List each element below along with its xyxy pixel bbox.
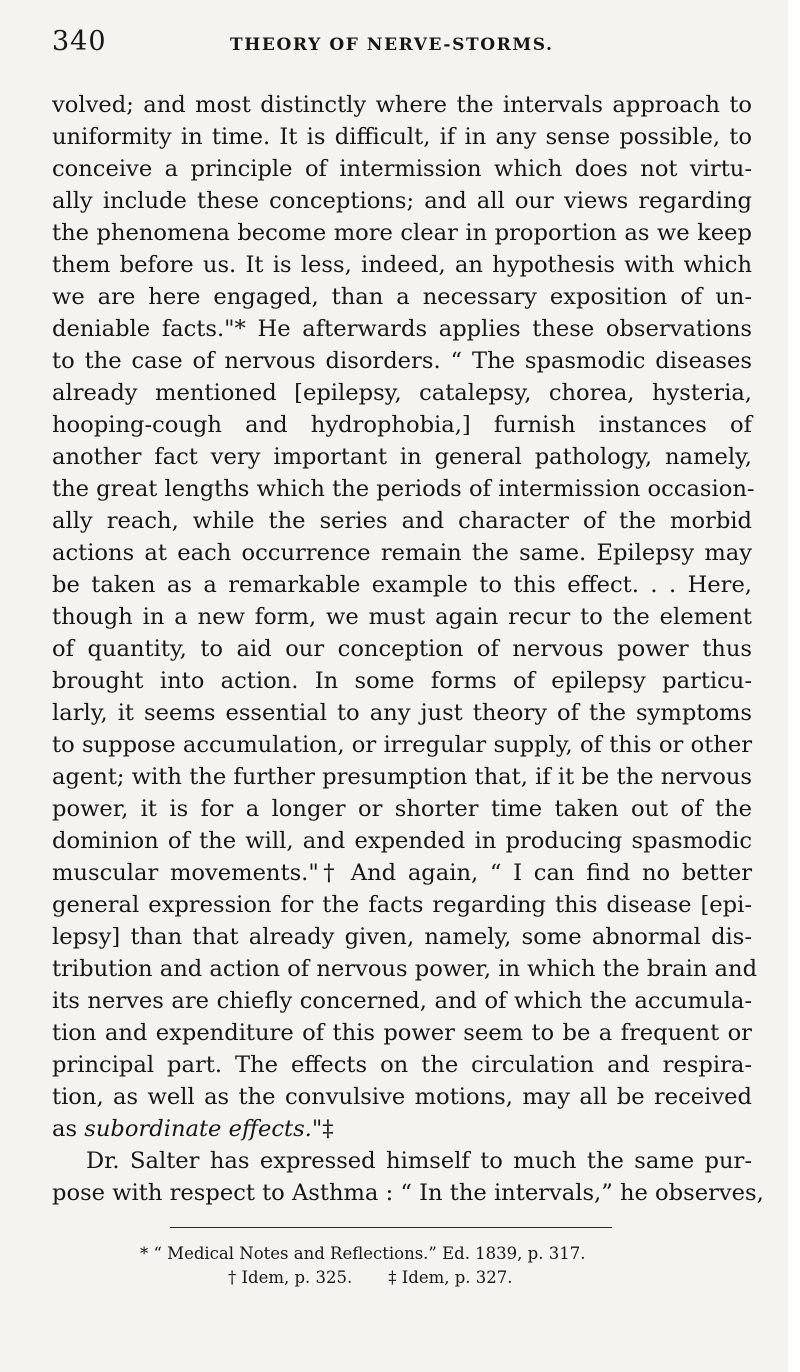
text-line: principal part. The effects on the circulation and respira- [52, 1052, 752, 1078]
footnote-2-line [140, 1266, 680, 1290]
text-line: its nerves are chiefly concerned, and of which the accumula- [52, 988, 752, 1014]
footnotes [140, 1242, 680, 1290]
text-line: tion and expenditure of this power seem to be a frequent or [52, 1020, 752, 1046]
text-line: the phenomena become more clear in proportion as we keep [52, 220, 752, 246]
paragraph-end-line [52, 1113, 752, 1145]
text-line: the great lengths which the periods of intermission occasion- [52, 476, 755, 502]
text-fragment: as [52, 1116, 85, 1142]
footnote-double-dagger: ‡ Idem, p. 327. [388, 1268, 513, 1287]
text-line: we are here engaged, than a necessary exposition of un- [52, 284, 752, 310]
text-line: to the case of nervous disorders. “ The spasmodic diseases [52, 348, 752, 374]
text-line: lepsy] than that already given, namely, some abnormal dis- [52, 924, 752, 950]
italic-phrase: subordinate effects. [84, 1116, 312, 1142]
page-number: 340 [52, 26, 107, 57]
text-line: uniformity in time. It is difficult, if in any sense possible, to [52, 124, 752, 150]
text-line: volved; and most distinctly where the intervals approach to [52, 92, 752, 118]
running-title: THEORY OF NERVE-STORMS. [230, 35, 554, 55]
text-line: dominion of the will, and expended in producing spasmodic [52, 828, 752, 854]
text-line: conceive a principle of intermission which does not virtu- [52, 156, 752, 182]
footnote-1: * “ Medical Notes and Reflections.” Ed. 1839, p. 317. [140, 1244, 586, 1263]
text-line: tribution and action of nervous power, in which the brain and [52, 956, 758, 982]
text-line: to suppose accumulation, or irregular supply, of this or other [52, 732, 752, 758]
text-line: already mentioned [epilepsy, catalepsy, chorea, hysteria, [52, 380, 752, 406]
text-line: tion, as well as the convulsive motions, may all be received [52, 1084, 752, 1110]
text-line: general expression for the facts regarding this disease [epi- [52, 892, 752, 918]
text-line: be taken as a remarkable example to this effect. . . Here, [52, 572, 752, 598]
text-line: actions at each occurrence remain the same. Epilepsy may [52, 540, 752, 566]
text-line: another fact very important in general pathology, namely, [52, 444, 752, 470]
text-line: pose with respect to Asthma : “ In the intervals,” he observes, [52, 1180, 764, 1206]
text-line: ally reach, while the series and character of the morbid [52, 508, 752, 534]
text-fragment: "‡ [311, 1116, 334, 1142]
text-line: though in a new form, we must again recur to the element [52, 604, 752, 630]
text-line: deniable facts."* He afterwards applies these observations [52, 316, 752, 342]
text-line: brought into action. In some forms of epilepsy particu- [52, 668, 752, 694]
footnote-rule [170, 1227, 612, 1228]
text-line: them before us. It is less, indeed, an hypothesis with which [52, 252, 752, 278]
text-line: Dr. Salter has expressed himself to much the same pur- [86, 1148, 752, 1174]
text-line: larly, it seems essential to any just theory of the symptoms [52, 700, 752, 726]
text-line: power, it is for a longer or shorter time taken out of the [52, 796, 752, 822]
footnote-dagger: † Idem, p. 325. [228, 1268, 353, 1287]
page-margin-edge [788, 0, 800, 1372]
text-line: ally include these conceptions; and all our views regarding [52, 188, 752, 214]
body-text [52, 89, 764, 1209]
text-line: agent; with the further presumption that, if it be the nervous [52, 764, 752, 790]
text-line: muscular movements."† And again, “ I can find no better [52, 860, 752, 886]
running-head [52, 26, 752, 58]
text-line: of quantity, to aid our conception of nervous power thus [52, 636, 752, 662]
text-line: hooping-cough and hydrophobia,] furnish instances of [52, 412, 752, 438]
